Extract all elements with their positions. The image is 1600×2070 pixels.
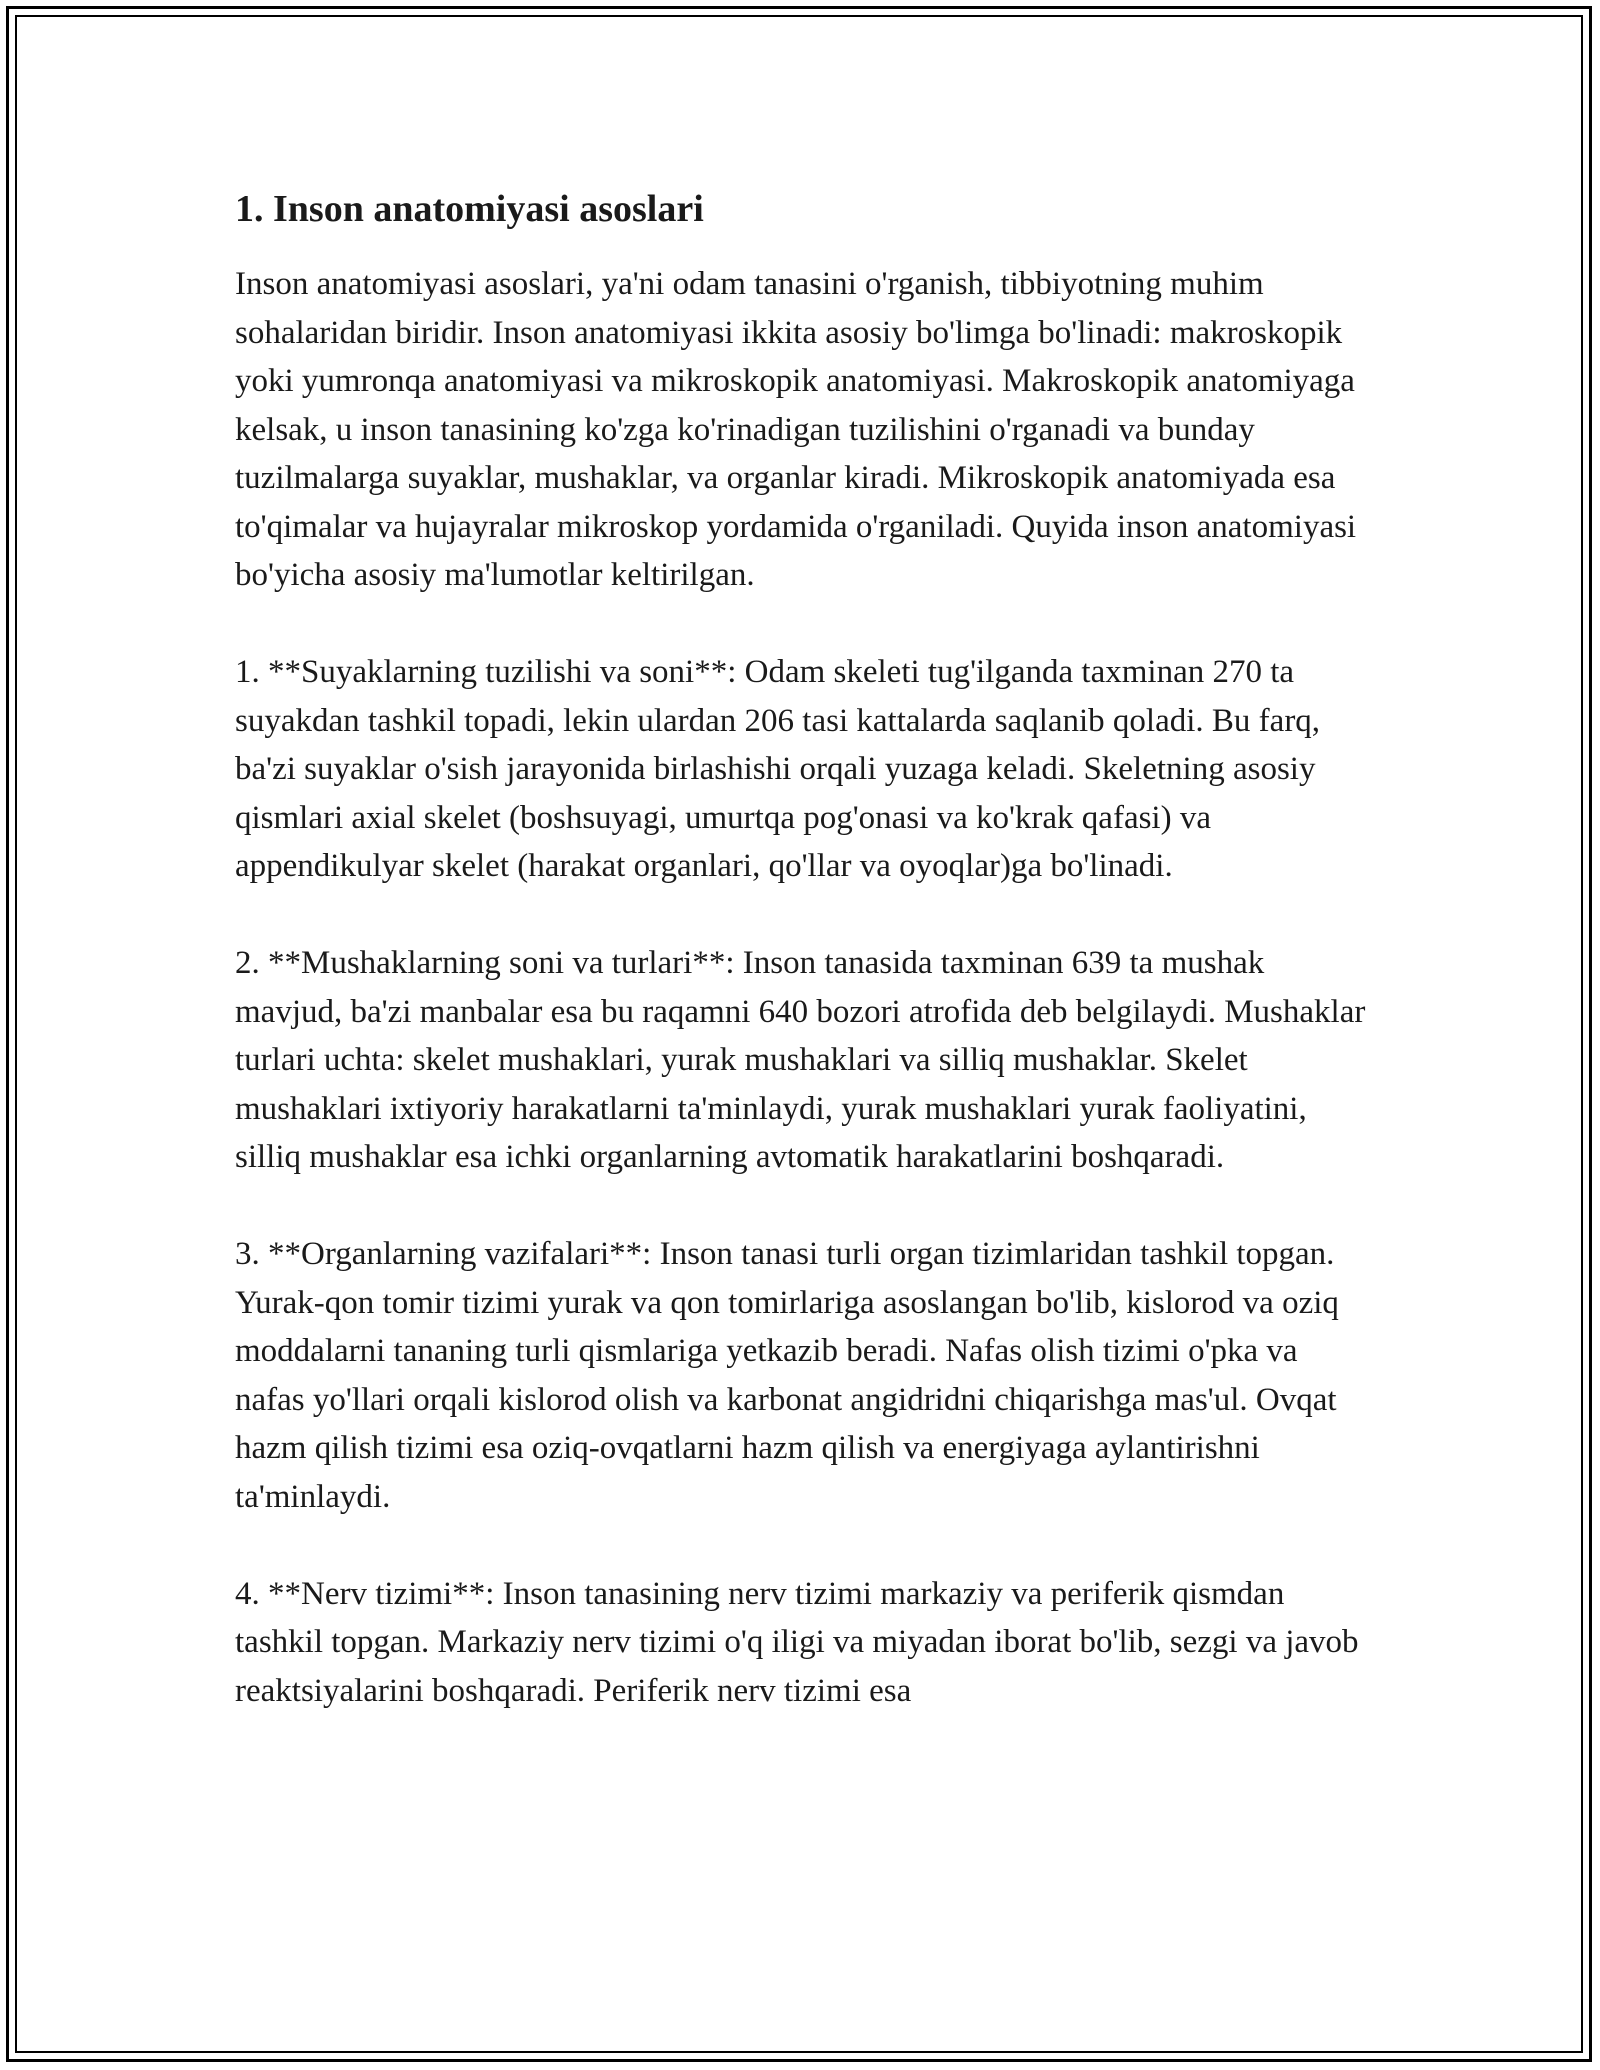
- intro-paragraph: Inson anatomiyasi asoslari, ya'ni odam tanasini o'rganish, tibbiyotning muhim sohalaridan biridir. Inson anatomiyasi ikkita asosiy bo'limga bo'linadi: makroskopik yoki yumronqa anatomiyasi va mikroskopik anatomiyasi. Makroskopik anatomiyaga kelsak, u inson tanasining ko'zga ko'rinadigan tuzilishini o'rganadi va bunday tuzilmalarga suyaklar, mushaklar, va organlar kiradi. Mikroskopik anatomiyada esa to'qimalar va hujayralar mikroskop yordamida o'rganiladi. Quyida inson anatomiyasi bo'yicha asosiy ma'lumotlar keltirilgan.: [235, 266, 1357, 594]
- document-body: [235, 185, 1375, 1715]
- section-title: 1. Inson anatomiyasi asoslari: [235, 188, 704, 230]
- paragraph-bones: 1. **Suyaklarning tuzilishi va soni**: Odam skeleti tug'ilganda taxminan 270 ta suyakdan tashkil topadi, lekin ulardan 206 tasi kattalarda saqlanib qoladi. Bu farq, ba'zi suyaklar o'sish jarayonida birlashishi orqali yuzaga keladi. Skeletning asosiy qismlari axial skelet (boshsuyagi, umurtqa pog'onasi va ko'krak qafasi) va appendikulyar skelet (harakat organlari, qo'llar va oyoqlar)ga bo'linadi.: [235, 654, 1321, 885]
- paragraph-nervous-system: 4. **Nerv tizimi**: Inson tanasining nerv tizimi markaziy va periferik qismdan tashkil topgan. Markaziy nerv tizimi o'q iligi va miyadan iborat bo'lib, sezgi va javob reaktsiyalarini boshqaradi. Periferik nerv tizimi esa: [235, 1575, 1359, 1709]
- paragraph-muscles: 2. **Mushaklarning soni va turlari**: Inson tanasida taxminan 639 ta mushak mavjud, ba'zi manbalar esa bu raqamni 640 bozori atrofida deb belgilaydi. Mushaklar turlari uchta: skelet mushaklari, yurak mushaklari va silliq mushaklar. Skelet mushaklari ixtiyoriy harakatlarni ta'minlaydi, yurak mushaklari yurak faoliyatini, silliq mushaklar esa ichki organlarning avtomatik harakatlarini boshqaradi.: [235, 945, 1366, 1176]
- paragraph-organs: 3. **Organlarning vazifalari**: Inson tanasi turli organ tizimlaridan tashkil topgan. Yurak-qon tomir tizimi yurak va qon tomirlariga asoslangan bo'lib, kislorod va oziq moddalarni tananing turli qismlariga yetkazib beradi. Nafas olish tizimi o'pka va nafas yo'llari orqali kislorod olish va karbonat angidridni chiqarishga mas'ul. Ovqat hazm qilish tizimi esa oziq-ovqatlarni hazm qilish va energiyaga aylantirishni ta'minlaydi.: [235, 1236, 1339, 1515]
